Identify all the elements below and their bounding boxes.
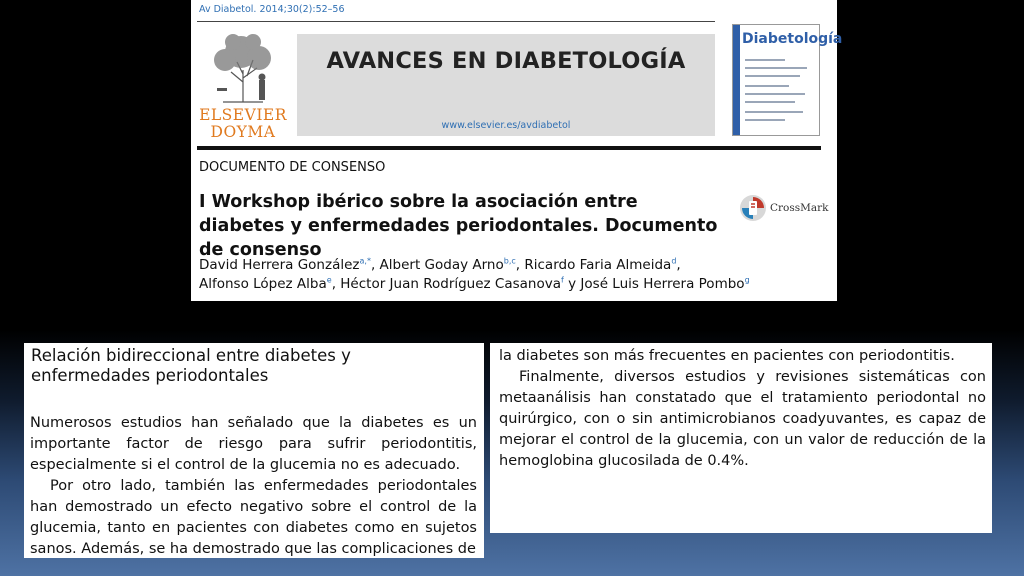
document-type: DOCUMENTO DE CONSENSO bbox=[199, 160, 386, 175]
divider bbox=[197, 21, 715, 22]
crossmark-label: CrossMark bbox=[770, 202, 829, 214]
cover-text-line bbox=[745, 85, 789, 87]
author-name[interactable]: Alfonso López Alba bbox=[199, 276, 327, 292]
elsevier-tree-icon bbox=[203, 32, 281, 104]
author-name[interactable]: José Luis Herrera Pombo bbox=[580, 276, 745, 292]
journal-url-link[interactable]: www.elsevier.es/avdiabetol bbox=[441, 120, 571, 131]
excerpt-right-panel bbox=[490, 343, 992, 533]
author-list bbox=[199, 256, 819, 294]
author-name[interactable]: Ricardo Faria Almeida bbox=[524, 257, 672, 273]
author-separator: , bbox=[515, 257, 525, 273]
cover-title: Diabetología bbox=[742, 31, 843, 47]
cover-stripe bbox=[733, 25, 740, 135]
publisher-name-line2: DOYMA bbox=[210, 123, 276, 141]
divider bbox=[197, 146, 821, 150]
author-affiliation[interactable]: b,c bbox=[503, 256, 516, 266]
crossmark-button[interactable] bbox=[739, 194, 829, 224]
journal-title-box bbox=[297, 34, 715, 136]
author-separator: , bbox=[331, 276, 341, 292]
excerpt-body bbox=[499, 346, 986, 472]
paragraph: Por otro lado, también las enfermedades periodontales han demostrado un efecto negativo sobre el control de la glucemia, tanto en pacientes con diabetes como en sujetos sanos. Además, se ha demostrado que las complicaciones de bbox=[30, 478, 477, 557]
cover-text-line bbox=[745, 75, 800, 77]
paragraph: Finalmente, diversos estudios y revisiones sistemáticas con metaanálisis han constatado que el tratamiento periodontal no quirúrgico, con o sin antimicrobianos coadyuvantes, es capaz de mejorar el control de la glucemia, con un valor de reducción de la hemoglobina glucosilada de 0.4%. bbox=[499, 369, 986, 469]
cover-text-line bbox=[745, 59, 785, 61]
paragraph: Numerosos estudios han señalado que la diabetes es un importante factor de riesgo para sufrir periodontitis, especialmente si el control de la glucemia no es adecuado. bbox=[30, 415, 477, 473]
author-name[interactable]: Héctor Juan Rodríguez Casanova bbox=[340, 276, 562, 292]
cover-text-line bbox=[745, 67, 807, 69]
journal-citation[interactable]: Av Diabetol. 2014;30(2):52–56 bbox=[199, 4, 345, 15]
paragraph: la diabetes son más frecuentes en pacientes con periodontitis. bbox=[499, 348, 955, 364]
cover-text-line bbox=[745, 101, 795, 103]
journal-cover-thumbnail[interactable] bbox=[732, 24, 843, 136]
author-affiliation[interactable]: g bbox=[744, 275, 750, 285]
author-separator: , bbox=[370, 257, 380, 273]
journal-title: AVANCES EN DIABETOLOGÍA bbox=[326, 48, 686, 74]
author-affiliation[interactable]: a,* bbox=[359, 256, 371, 266]
author-affiliation[interactable]: f bbox=[561, 275, 564, 285]
author-name[interactable]: Albert Goday Arno bbox=[379, 257, 504, 273]
author-separator: y bbox=[563, 276, 581, 292]
cover-text-line bbox=[745, 93, 805, 95]
article-header-panel bbox=[191, 0, 843, 301]
author-separator: , bbox=[676, 257, 681, 273]
author-affiliation[interactable]: d bbox=[671, 256, 677, 266]
excerpt-body bbox=[30, 413, 477, 560]
author-affiliation[interactable]: e bbox=[326, 275, 332, 285]
cover-text-line bbox=[745, 111, 803, 113]
author-name[interactable]: David Herrera González bbox=[199, 257, 360, 273]
section-title: Relación bidireccional entre diabetes y enfermedades periodontales bbox=[31, 346, 351, 385]
publisher-name: ELSEVIER bbox=[199, 106, 287, 124]
excerpt-left-panel bbox=[24, 343, 484, 558]
crossmark-icon bbox=[739, 194, 767, 222]
article-title: I Workshop ibérico sobre la asociación entre diabetes y enfermedades periodontales. Documento de consenso bbox=[199, 192, 718, 260]
elsevier-logo bbox=[197, 32, 287, 141]
cover-text-line bbox=[745, 119, 785, 121]
